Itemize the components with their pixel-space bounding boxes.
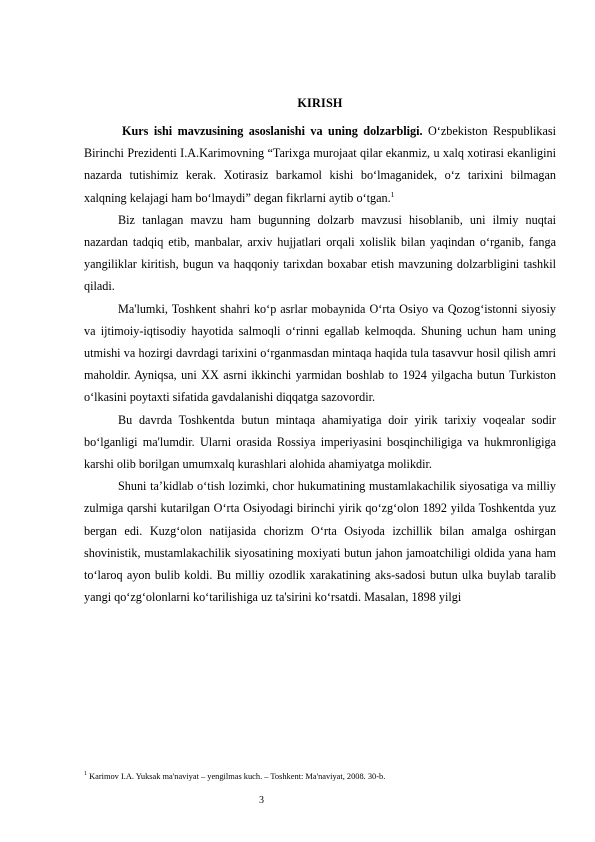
footnote	[84, 771, 556, 782]
paragraph-2: Biz tanlagan mavzu ham bugunning dolzarb mavzusi hisoblanib, uni ilmiy nuqtai nazardan tadqiq etib, manbalar, arxiv hujjatlari orqali xolislik bilan yaqindan o‘rganib, fanga yangiliklar kiritish, bugun va haqqoniy tarixdan boxabar etish mavzuning dolzarbligini tashkil qiladi.	[84, 212, 556, 294]
footnote-ref: 1	[390, 189, 395, 199]
paragraph-4: Bu davrda Toshkentda butun mintaqa ahamiyatiga doir yirik tarixiy voqealar sodir bo‘lganligi ma'lumdir. Ularni orasida Rossiya imperiyasini bosqinchiligiga va hukmronligiga karshi olib borilgan umumxalq kurashlari alohida ahamiyatga molikdir.	[84, 412, 556, 472]
paragraph-1	[84, 120, 556, 209]
paragraph-3: Ma'lumki, Toshkent shahri ko‘p asrlar mobaynida O‘rta Osiyo va Qozog‘istonni siyosiy va ijtimoiy-iqtisodiy hayotida salmoqli o‘rinni egallab kelmoqda. Shuning uchun ham uning utmishi va hozirgi davrdagi tarixini o‘rganmasdan mintaqa haqida tula tasavvur hosil qilish amri maholdir. Ayniqsa, uni XX asrni ikkinchi yarmidan boshlab to 1924 yilgacha butun Turkiston o‘lkasini poytaxti sifatida gavdalanishi diqqatga sazovordir.	[84, 301, 556, 405]
paragraph-text: O‘zbekiston Respublikasi Birinchi Prezidenti I.A.Karimovning “Tarixga murojaat qilar ekanmiz, u xalq xotirasi ekanligini nazarda tutishimiz kerak. Xotirasiz barkamol kishi bo‘lmaganidek, o‘z tarixini bilmagan xalqning kelajagi ham bo‘lmaydi” degan fikrlarni aytib o‘tgan.	[84, 124, 556, 205]
page-number: 3	[259, 795, 264, 806]
footnote-mark: 1	[84, 771, 87, 778]
footnote-text: Karimov I.A. Yuksak ma'naviyat – yengilmas kuch. – Toshkent: Ma'naviyat, 2008. 30-b.	[87, 772, 386, 781]
document-body	[84, 120, 556, 608]
section-title: KIRISH	[297, 96, 343, 110]
paragraph-lead: Kurs ishi mavzusining asoslanishi va uning dolzarbligi.	[122, 124, 423, 138]
paragraph-5: Shuni ta’kidlab o‘tish lozimki, chor hukumatining mustamlakachilik siyosatiga va milliy zulmiga qarshi kutarilgan O‘rta Osiyodagi birinchi yirik qo‘zg‘olon 1892 yilda Toshkentda yuz bergan edi. Kuzg‘olon natijasida chorizm O‘rta Osiyoda izchillik bilan amalga oshirgan shovinistik, mustamlakachilik siyosatining moxiyati butun jahon jamoatchiligi oldida yana ham to‘laroq ayon bulib koldi. Bu milliy ozodlik xarakatining aks-sadosi butun ulka buylab taralib yangi qo‘zg‘olonlarni ko‘tarilishiga uz ta'sirini ko‘rsatdi. Masalan, 1898 yilgi	[84, 479, 556, 605]
